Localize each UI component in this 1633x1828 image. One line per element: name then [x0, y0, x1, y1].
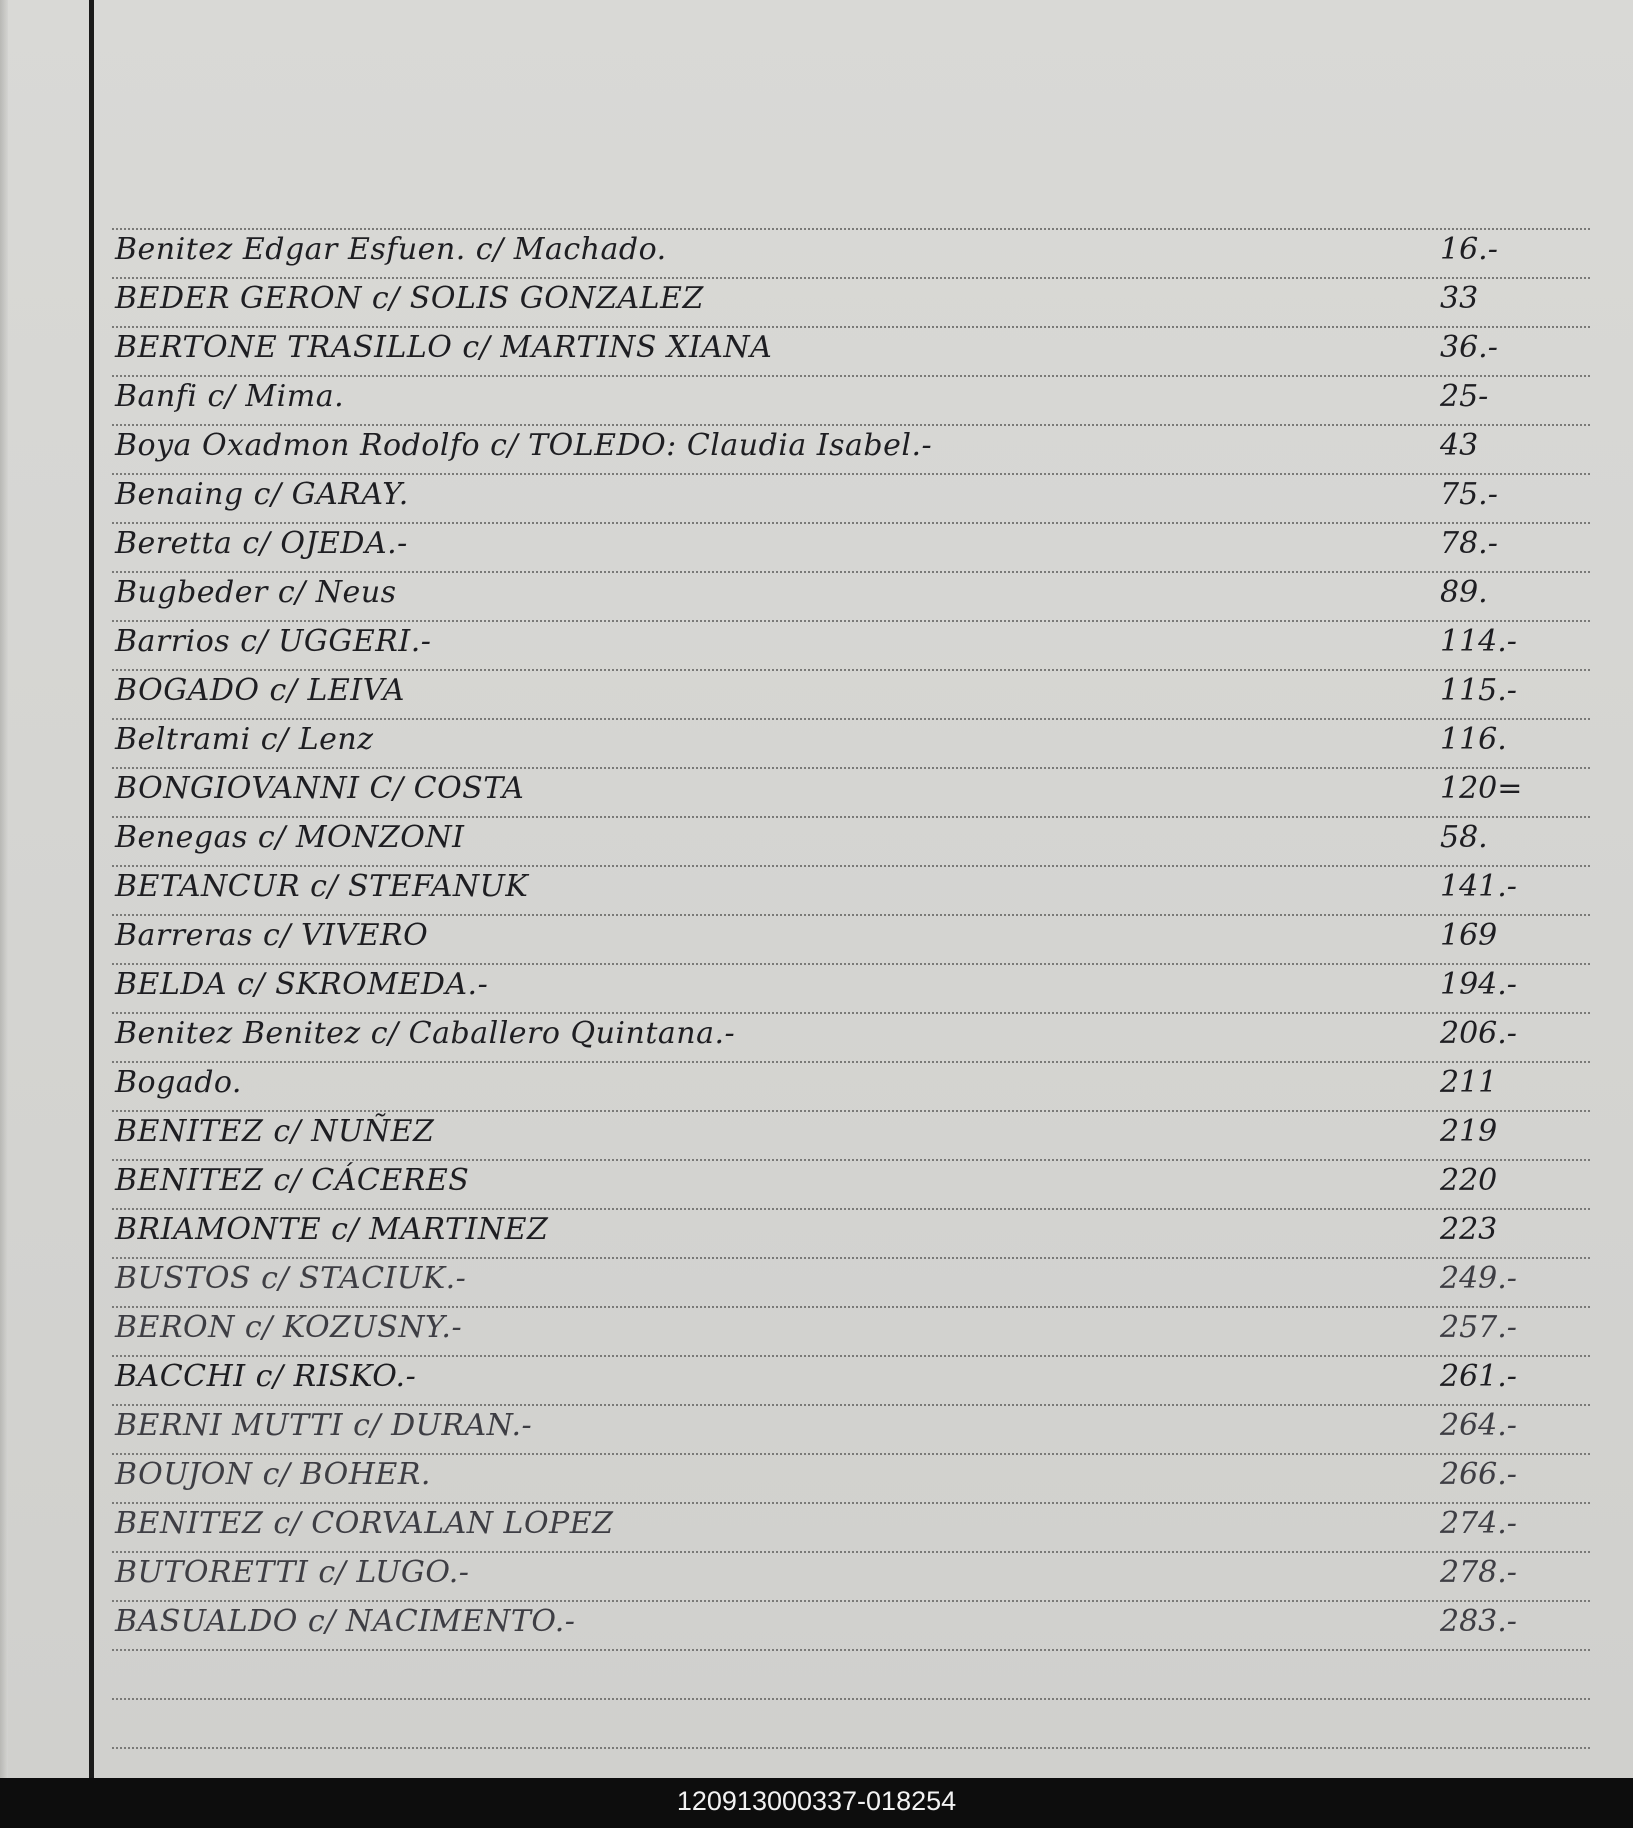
entry-case-name: BELDA c/ SKROMEDA.- — [115, 967, 489, 1002]
entry-page-number: 278.- — [1440, 1555, 1517, 1590]
entry-page-number: 194.- — [1440, 967, 1517, 1002]
footer-bar — [0, 1778, 1633, 1828]
entry-case-name: BOGADO c/ LEIVA — [115, 673, 405, 708]
entry-case-name: Banfi c/ Mima. — [115, 379, 345, 414]
list-item — [0, 522, 1633, 570]
list-item — [0, 669, 1633, 717]
list-item — [0, 718, 1633, 766]
entry-page-number: 249.- — [1440, 1261, 1517, 1296]
entry-page-number: 264.- — [1440, 1408, 1517, 1443]
entry-page-number: 116. — [1440, 722, 1507, 757]
entry-page-number: 274.- — [1440, 1506, 1517, 1541]
entry-page-number: 169 — [1440, 918, 1498, 953]
list-item — [0, 1012, 1633, 1060]
list-item — [0, 473, 1633, 521]
entry-page-number: 257.- — [1440, 1310, 1517, 1345]
entry-page-number: 43 — [1440, 428, 1479, 463]
entry-case-name: Benitez Benitez c/ Caballero Quintana.- — [115, 1016, 736, 1051]
entry-page-number: 16.- — [1440, 232, 1498, 267]
list-item — [0, 277, 1633, 325]
entry-case-name: BACCHI c/ RISKO.- — [115, 1359, 417, 1394]
list-item — [0, 1110, 1633, 1158]
list-item — [0, 865, 1633, 913]
entry-case-name: BOUJON c/ BOHER. — [115, 1457, 431, 1492]
list-item — [0, 228, 1633, 276]
entry-page-number: 89. — [1440, 575, 1488, 610]
entry-case-name: Barrios c/ UGGERI.- — [115, 624, 432, 659]
list-item — [0, 816, 1633, 864]
list-item — [0, 963, 1633, 1011]
entry-page-number: 114.- — [1440, 624, 1517, 659]
entry-page-number: 219 — [1440, 1114, 1498, 1149]
entry-case-name: Beretta c/ OJEDA.- — [115, 526, 408, 561]
entry-page-number: 206.- — [1440, 1016, 1517, 1051]
entry-case-name: BEDER GERON c/ SOLIS GONZALEZ — [115, 281, 704, 316]
entry-page-number: 141.- — [1440, 869, 1517, 904]
entry-page-number: 115.- — [1440, 673, 1517, 708]
entry-case-name: Bugbeder c/ Neus — [115, 575, 397, 610]
entry-case-name: BERNI MUTTI c/ DURAN.- — [115, 1408, 533, 1443]
entry-page-number: 58. — [1440, 820, 1488, 855]
entry-case-name: Bogado. — [115, 1065, 242, 1100]
entry-case-name: Benitez Edgar Esfuen. c/ Machado. — [115, 232, 667, 267]
list-item — [0, 571, 1633, 619]
entry-case-name: BENITEZ c/ CORVALAN LOPEZ — [115, 1506, 614, 1541]
entry-page-number: 120= — [1440, 771, 1523, 806]
list-item — [0, 767, 1633, 815]
entry-case-name: Barreras c/ VIVERO — [115, 918, 429, 953]
entry-case-name: BENITEZ c/ CÁCERES — [115, 1163, 470, 1198]
entry-case-name: BETANCUR c/ STEFANUK — [115, 869, 529, 904]
entry-case-name: BASUALDO c/ NACIMENTO.- — [115, 1604, 576, 1639]
list-item — [0, 1453, 1633, 1501]
entry-page-number: 283.- — [1440, 1604, 1517, 1639]
list-item — [0, 1061, 1633, 1109]
list-item — [0, 1257, 1633, 1305]
list-item — [0, 1355, 1633, 1403]
entry-case-name: Boya Oxadmon Rodolfo c/ TOLEDO: Claudia Isabel.- — [115, 428, 933, 463]
entry-case-name: BUSTOS c/ STACIUK.- — [115, 1261, 467, 1296]
list-item — [0, 914, 1633, 962]
entry-case-name: Benaing c/ GARAY. — [115, 477, 409, 512]
entry-page-number: 261.- — [1440, 1359, 1517, 1394]
entry-case-name: BENITEZ c/ NUÑEZ — [115, 1114, 435, 1149]
entry-page-number: 223 — [1440, 1212, 1498, 1247]
list-item — [0, 620, 1633, 668]
list-item — [0, 1600, 1633, 1648]
entry-case-name: Benegas c/ MONZONI — [115, 820, 465, 855]
entry-page-number: 33 — [1440, 281, 1479, 316]
entry-page-number: 75.- — [1440, 477, 1498, 512]
entry-case-name: BONGIOVANNI C/ COSTA — [115, 771, 525, 806]
document-id: 120913000337-018254 — [676, 1786, 957, 1816]
entry-case-name: BRIAMONTE c/ MARTINEZ — [115, 1212, 549, 1247]
entry-page-number: 36.- — [1440, 330, 1498, 365]
entry-case-name: BERON c/ KOZUSNY.- — [115, 1310, 463, 1345]
entry-page-number: 78.- — [1440, 526, 1498, 561]
entry-page-number: 25- — [1440, 379, 1489, 414]
list-item — [0, 1404, 1633, 1452]
entry-case-name: BERTONE TRASILLO c/ MARTINS XIANA — [115, 330, 773, 365]
list-item — [0, 1159, 1633, 1207]
list-item — [0, 375, 1633, 423]
list-item — [0, 326, 1633, 374]
entry-case-name: BUTORETTI c/ LUGO.- — [115, 1555, 470, 1590]
entry-page-number: 211 — [1440, 1065, 1498, 1100]
entry-case-name: Beltrami c/ Lenz — [115, 722, 374, 757]
list-item — [0, 1502, 1633, 1550]
list-item — [0, 1551, 1633, 1599]
entry-page-number: 266.- — [1440, 1457, 1517, 1492]
list-item — [0, 1306, 1633, 1354]
list-item — [0, 424, 1633, 472]
entry-page-number: 220 — [1440, 1163, 1498, 1198]
list-item — [0, 1208, 1633, 1256]
